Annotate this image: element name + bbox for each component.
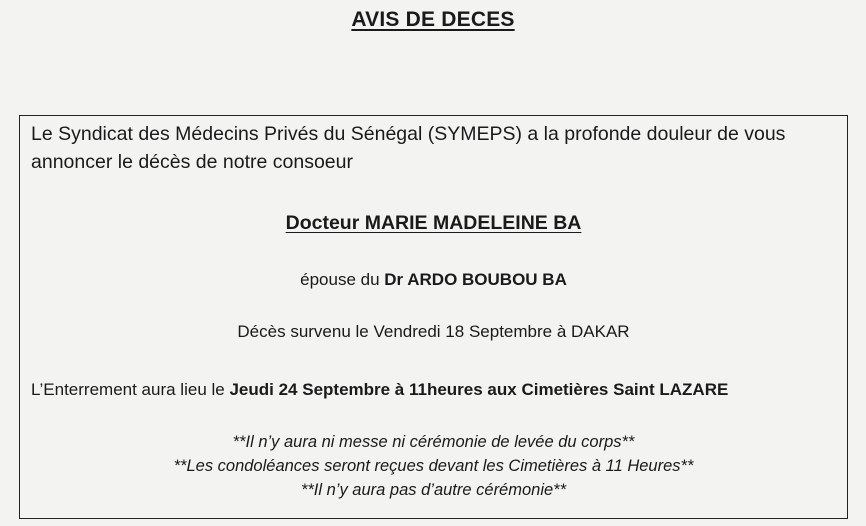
spouse-line bbox=[20, 270, 847, 290]
notice-box bbox=[19, 115, 848, 519]
burial-line bbox=[31, 380, 841, 400]
intro-paragraph: Le Syndicat des Médecins Privés du Sénégal (SYMEPS) a la profonde douleur de vous annoncer le décès de notre consoeur bbox=[31, 123, 786, 173]
note-line: **Il n’y aura pas d’autre cérémonie** bbox=[300, 481, 567, 499]
notes-block bbox=[20, 430, 847, 502]
death-notice: Décès survenu le Vendredi 18 Septembre à DAKAR bbox=[237, 322, 630, 341]
note-line: **Les condoléances seront reçues devant les Cimetières à 11 Heures** bbox=[173, 457, 694, 475]
note-line: **Il n’y aura ni messe ni cérémonie de levée du corps** bbox=[232, 433, 635, 451]
spouse-name: Dr ARDO BOUBOU BA bbox=[384, 270, 567, 289]
burial-prefix: L’Enterrement aura lieu le bbox=[31, 380, 225, 399]
burial-details: Jeudi 24 Septembre à 11heures aux Cimetières Saint LAZARE bbox=[229, 380, 729, 399]
notice-title: AVIS DE DECES bbox=[351, 8, 515, 31]
spouse-prefix: épouse du bbox=[300, 270, 380, 289]
deceased-name: Docteur MARIE MADELEINE BA bbox=[285, 212, 582, 234]
